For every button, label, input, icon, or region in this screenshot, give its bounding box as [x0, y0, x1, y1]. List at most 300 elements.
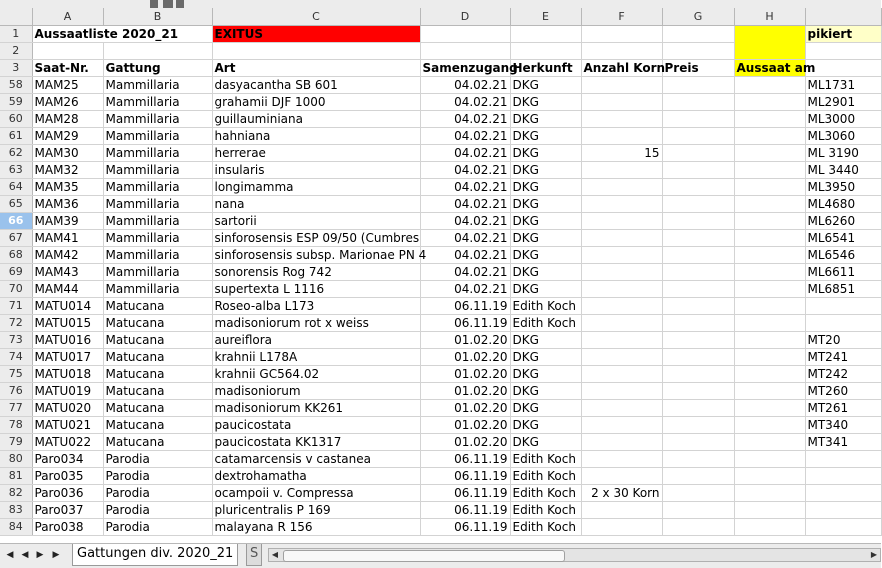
cell-saat-nr[interactable]: MAM36 [32, 196, 103, 213]
cell-herkunft[interactable]: DKG [510, 417, 581, 434]
column-header-e[interactable]: E [510, 8, 581, 26]
cell-samenzugang[interactable]: 04.02.21 [420, 111, 510, 128]
cell-anzahl-korn[interactable] [581, 519, 662, 536]
horizontal-scrollbar[interactable] [268, 548, 881, 562]
cell-pikiert[interactable] [805, 502, 881, 519]
cell-pikiert[interactable]: ML3060 [805, 128, 881, 145]
cell-gattung[interactable]: Mammillaria [103, 111, 212, 128]
row-header[interactable]: 78 [0, 417, 32, 434]
cell-gattung[interactable]: Matucana [103, 332, 212, 349]
row-header[interactable]: 82 [0, 485, 32, 502]
cell-saat-nr[interactable]: MAM30 [32, 145, 103, 162]
cell-saat-nr[interactable]: MAM43 [32, 264, 103, 281]
cell-anzahl-korn[interactable] [581, 332, 662, 349]
cell-saat-nr[interactable]: MAM32 [32, 162, 103, 179]
cell-art[interactable]: nana [212, 196, 420, 213]
row-header[interactable]: 83 [0, 502, 32, 519]
cell-gattung[interactable]: Mammillaria [103, 264, 212, 281]
cell-pikiert[interactable]: MT340 [805, 417, 881, 434]
row-header[interactable]: 73 [0, 332, 32, 349]
cell-aussaat-am[interactable] [734, 485, 805, 502]
column-header-i[interactable] [805, 8, 881, 26]
cell-aussaat-am[interactable] [734, 502, 805, 519]
row-header[interactable]: 76 [0, 383, 32, 400]
cell-aussaat-am[interactable] [734, 128, 805, 145]
header-cell-herkunft[interactable]: Herkunft [510, 60, 581, 77]
cell-preis[interactable] [662, 332, 734, 349]
cell-anzahl-korn[interactable] [581, 179, 662, 196]
cell-art[interactable]: sinforosensis subsp. Marionae PN 4 [212, 247, 420, 264]
cell-preis[interactable] [662, 298, 734, 315]
cell-samenzugang[interactable]: 01.02.20 [420, 366, 510, 383]
cell-art[interactable]: insularis [212, 162, 420, 179]
cell-anzahl-korn[interactable] [581, 366, 662, 383]
cell-gattung[interactable]: Matucana [103, 366, 212, 383]
cell-anzahl-korn[interactable] [581, 298, 662, 315]
cell-herkunft[interactable]: DKG [510, 145, 581, 162]
cell-aussaat-am[interactable] [734, 179, 805, 196]
cell-gattung[interactable]: Matucana [103, 315, 212, 332]
scroll-right-icon[interactable]: ▶ [870, 550, 878, 559]
cell-art[interactable]: krahnii GC564.02 [212, 366, 420, 383]
cell[interactable] [581, 43, 662, 60]
cell-aussaat-am[interactable] [734, 94, 805, 111]
cell-saat-nr[interactable]: Paro038 [32, 519, 103, 536]
cell-art[interactable]: sonorensis Rog 742 [212, 264, 420, 281]
cell-gattung[interactable]: Mammillaria [103, 145, 212, 162]
column-header-a[interactable]: A [32, 8, 103, 26]
cell-preis[interactable] [662, 485, 734, 502]
cell-art[interactable]: dextrohamatha [212, 468, 420, 485]
next-sheet-button[interactable]: ▶ [36, 550, 44, 560]
cell-anzahl-korn[interactable] [581, 451, 662, 468]
cell-preis[interactable] [662, 162, 734, 179]
cell-art[interactable]: dasyacantha SB 601 [212, 77, 420, 94]
cell-anzahl-korn[interactable] [581, 162, 662, 179]
cell-pikiert[interactable] [805, 315, 881, 332]
cell-art[interactable]: catamarcensis v castanea [212, 451, 420, 468]
cell-art[interactable]: herrerae [212, 145, 420, 162]
row-header[interactable]: 69 [0, 264, 32, 281]
cell-aussaat-am[interactable] [734, 196, 805, 213]
cell-gattung[interactable]: Parodia [103, 451, 212, 468]
cell-herkunft[interactable]: DKG [510, 332, 581, 349]
cell-pikiert[interactable] [805, 468, 881, 485]
cell-anzahl-korn[interactable] [581, 349, 662, 366]
cell-gattung[interactable]: Mammillaria [103, 247, 212, 264]
cell-pikiert[interactable]: MT20 [805, 332, 881, 349]
cell-gattung[interactable]: Mammillaria [103, 179, 212, 196]
header-cell-aussaat-am[interactable]: Aussaat am [734, 60, 805, 77]
cell-saat-nr[interactable]: MAM41 [32, 230, 103, 247]
cell-samenzugang[interactable]: 01.02.20 [420, 332, 510, 349]
cell-anzahl-korn[interactable] [581, 383, 662, 400]
cell-pikiert[interactable]: ML2901 [805, 94, 881, 111]
cell[interactable] [805, 43, 881, 60]
cell-art[interactable]: aureiflora [212, 332, 420, 349]
cell-pikiert[interactable]: MT241 [805, 349, 881, 366]
column-header-f[interactable]: F [581, 8, 662, 26]
cell-aussaat-am[interactable] [734, 315, 805, 332]
row-header[interactable]: 84 [0, 519, 32, 536]
cell-art[interactable]: paucicostata [212, 417, 420, 434]
cell-pikiert[interactable]: ML6611 [805, 264, 881, 281]
cell-art[interactable]: pluricentralis P 169 [212, 502, 420, 519]
cell-herkunft[interactable]: DKG [510, 111, 581, 128]
cell-art[interactable]: ocampoii v. Compressa [212, 485, 420, 502]
cell-art[interactable]: guillauminiana [212, 111, 420, 128]
row-header[interactable]: 75 [0, 366, 32, 383]
cell-aussaat-am[interactable] [734, 264, 805, 281]
cell-aussaat-am[interactable] [734, 145, 805, 162]
cell-anzahl-korn[interactable] [581, 128, 662, 145]
cell-preis[interactable] [662, 94, 734, 111]
header-cell-gattung[interactable]: Gattung [103, 60, 212, 77]
row-header[interactable]: 64 [0, 179, 32, 196]
cell-aussaat-am[interactable] [734, 417, 805, 434]
cell-preis[interactable] [662, 417, 734, 434]
cell-preis[interactable] [662, 519, 734, 536]
cell-preis[interactable] [662, 196, 734, 213]
cell-preis[interactable] [662, 128, 734, 145]
row-header[interactable]: 68 [0, 247, 32, 264]
cell-anzahl-korn[interactable] [581, 111, 662, 128]
cell-preis[interactable] [662, 111, 734, 128]
cell[interactable] [510, 26, 581, 43]
row-header[interactable]: 3 [0, 60, 32, 77]
cell-gattung[interactable]: Matucana [103, 400, 212, 417]
cell-samenzugang[interactable]: 01.02.20 [420, 383, 510, 400]
cell-herkunft[interactable]: Edith Koch [510, 315, 581, 332]
cell-saat-nr[interactable]: MATU021 [32, 417, 103, 434]
cell-pikiert[interactable]: MT260 [805, 383, 881, 400]
cell-gattung[interactable]: Mammillaria [103, 196, 212, 213]
cell-samenzugang[interactable]: 01.02.20 [420, 400, 510, 417]
row-header[interactable]: 67 [0, 230, 32, 247]
cell-saat-nr[interactable]: MAM44 [32, 281, 103, 298]
cell-anzahl-korn[interactable] [581, 196, 662, 213]
cell-gattung[interactable]: Mammillaria [103, 162, 212, 179]
highlight-cell[interactable] [734, 26, 805, 60]
cell-samenzugang[interactable]: 04.02.21 [420, 213, 510, 230]
cell-samenzugang[interactable]: 04.02.21 [420, 247, 510, 264]
cell-herkunft[interactable]: DKG [510, 213, 581, 230]
cell-preis[interactable] [662, 366, 734, 383]
cell-herkunft[interactable]: Edith Koch [510, 485, 581, 502]
cell-saat-nr[interactable]: MATU022 [32, 434, 103, 451]
cell-saat-nr[interactable]: MATU015 [32, 315, 103, 332]
row-header[interactable]: 63 [0, 162, 32, 179]
cell[interactable] [420, 26, 510, 43]
cell-preis[interactable] [662, 383, 734, 400]
cell-samenzugang[interactable]: 04.02.21 [420, 77, 510, 94]
cell-herkunft[interactable]: Edith Koch [510, 298, 581, 315]
cell-anzahl-korn[interactable] [581, 230, 662, 247]
cell-gattung[interactable]: Matucana [103, 349, 212, 366]
cell-anzahl-korn[interactable] [581, 77, 662, 94]
cell[interactable] [805, 60, 881, 77]
cell-aussaat-am[interactable] [734, 366, 805, 383]
cell-herkunft[interactable]: Edith Koch [510, 502, 581, 519]
cell[interactable] [510, 43, 581, 60]
exitus-cell[interactable]: EXITUS [212, 26, 420, 43]
scroll-left-icon[interactable]: ◀ [271, 550, 279, 559]
cell-pikiert[interactable]: MT341 [805, 434, 881, 451]
cell-samenzugang[interactable]: 06.11.19 [420, 502, 510, 519]
cell-aussaat-am[interactable] [734, 519, 805, 536]
cell-preis[interactable] [662, 400, 734, 417]
cell-anzahl-korn[interactable] [581, 247, 662, 264]
cell-aussaat-am[interactable] [734, 77, 805, 94]
cell-anzahl-korn[interactable] [581, 281, 662, 298]
cell-art[interactable]: madisoniorum rot x weiss [212, 315, 420, 332]
column-header-h[interactable]: H [734, 8, 805, 26]
cell-herkunft[interactable]: DKG [510, 77, 581, 94]
cell-art[interactable]: longimamma [212, 179, 420, 196]
cell-preis[interactable] [662, 230, 734, 247]
cell-herkunft[interactable]: DKG [510, 247, 581, 264]
row-header[interactable]: 79 [0, 434, 32, 451]
cell-art[interactable]: malayana R 156 [212, 519, 420, 536]
cell-herkunft[interactable]: DKG [510, 281, 581, 298]
cell-herkunft[interactable]: DKG [510, 434, 581, 451]
cell-aussaat-am[interactable] [734, 383, 805, 400]
cell-aussaat-am[interactable] [734, 162, 805, 179]
cell-pikiert[interactable]: ML6851 [805, 281, 881, 298]
row-header[interactable]: 71 [0, 298, 32, 315]
cell-anzahl-korn[interactable]: 15 [581, 145, 662, 162]
cell-herkunft[interactable]: Edith Koch [510, 519, 581, 536]
cell-gattung[interactable]: Matucana [103, 434, 212, 451]
cell-herkunft[interactable]: DKG [510, 366, 581, 383]
cell-herkunft[interactable]: DKG [510, 349, 581, 366]
cell-art[interactable]: grahamii DJF 1000 [212, 94, 420, 111]
row-header[interactable]: 62 [0, 145, 32, 162]
cell-preis[interactable] [662, 77, 734, 94]
cell[interactable] [32, 43, 103, 60]
cell-anzahl-korn[interactable] [581, 213, 662, 230]
cell-saat-nr[interactable]: MATU020 [32, 400, 103, 417]
cell-gattung[interactable]: Matucana [103, 298, 212, 315]
cell-herkunft[interactable]: DKG [510, 400, 581, 417]
cell-gattung[interactable]: Mammillaria [103, 213, 212, 230]
cell-herkunft[interactable]: DKG [510, 179, 581, 196]
cell-pikiert[interactable]: ML 3440 [805, 162, 881, 179]
cell-anzahl-korn[interactable] [581, 434, 662, 451]
cell-samenzugang[interactable]: 04.02.21 [420, 179, 510, 196]
cell-pikiert[interactable]: ML6260 [805, 213, 881, 230]
cell-samenzugang[interactable]: 06.11.19 [420, 451, 510, 468]
row-header[interactable]: 59 [0, 94, 32, 111]
cell-samenzugang[interactable]: 06.11.19 [420, 468, 510, 485]
cell-gattung[interactable]: Mammillaria [103, 128, 212, 145]
cell[interactable] [662, 26, 734, 43]
cell-saat-nr[interactable]: Paro037 [32, 502, 103, 519]
row-header[interactable]: 77 [0, 400, 32, 417]
cell-saat-nr[interactable]: MATU016 [32, 332, 103, 349]
cell-aussaat-am[interactable] [734, 468, 805, 485]
cell-anzahl-korn[interactable] [581, 502, 662, 519]
cell-gattung[interactable]: Matucana [103, 417, 212, 434]
cell-preis[interactable] [662, 502, 734, 519]
cell-art[interactable]: Roseo-alba L173 [212, 298, 420, 315]
scrollbar-thumb[interactable] [283, 550, 565, 562]
cell-pikiert[interactable]: ML6541 [805, 230, 881, 247]
cell-pikiert[interactable]: ML1731 [805, 77, 881, 94]
cell-pikiert[interactable]: ML 3190 [805, 145, 881, 162]
cell-aussaat-am[interactable] [734, 247, 805, 264]
cell-samenzugang[interactable]: 04.02.21 [420, 264, 510, 281]
cell-aussaat-am[interactable] [734, 332, 805, 349]
cell-gattung[interactable]: Parodia [103, 519, 212, 536]
cell-gattung[interactable]: Parodia [103, 468, 212, 485]
cell-art[interactable]: sartorii [212, 213, 420, 230]
cell-samenzugang[interactable]: 01.02.20 [420, 349, 510, 366]
row-header[interactable]: 60 [0, 111, 32, 128]
cell-aussaat-am[interactable] [734, 281, 805, 298]
cell-herkunft[interactable]: Edith Koch [510, 451, 581, 468]
column-header-b[interactable]: B [103, 8, 212, 26]
cell-saat-nr[interactable]: Paro035 [32, 468, 103, 485]
cell-aussaat-am[interactable] [734, 451, 805, 468]
cell-samenzugang[interactable]: 04.02.21 [420, 128, 510, 145]
cell-preis[interactable] [662, 281, 734, 298]
cell-aussaat-am[interactable] [734, 349, 805, 366]
previous-sheet-button[interactable]: ◀ [21, 550, 29, 560]
cell-preis[interactable] [662, 434, 734, 451]
cell-gattung[interactable]: Mammillaria [103, 77, 212, 94]
cell-anzahl-korn[interactable] [581, 94, 662, 111]
cell[interactable] [420, 43, 510, 60]
cell-samenzugang[interactable]: 04.02.21 [420, 94, 510, 111]
cell-samenzugang[interactable]: 04.02.21 [420, 162, 510, 179]
column-header-c[interactable]: C [212, 8, 420, 26]
cell-samenzugang[interactable]: 06.11.19 [420, 519, 510, 536]
cell-gattung[interactable]: Mammillaria [103, 281, 212, 298]
cell-saat-nr[interactable]: MAM29 [32, 128, 103, 145]
cell-aussaat-am[interactable] [734, 230, 805, 247]
cell[interactable] [212, 43, 420, 60]
cell-aussaat-am[interactable] [734, 213, 805, 230]
cell-art[interactable]: hahniana [212, 128, 420, 145]
cell-aussaat-am[interactable] [734, 400, 805, 417]
column-header-d[interactable]: D [420, 8, 510, 26]
cell-anzahl-korn[interactable] [581, 468, 662, 485]
cell-art[interactable]: sinforosensis ESP 09/50 (Cumbres [212, 230, 420, 247]
row-header[interactable]: 61 [0, 128, 32, 145]
cell-saat-nr[interactable]: MATU014 [32, 298, 103, 315]
cell-pikiert[interactable]: ML3950 [805, 179, 881, 196]
cell-samenzugang[interactable]: 06.11.19 [420, 315, 510, 332]
cell-preis[interactable] [662, 247, 734, 264]
cell-pikiert[interactable]: ML3000 [805, 111, 881, 128]
cell-gattung[interactable]: Parodia [103, 485, 212, 502]
cell-preis[interactable] [662, 264, 734, 281]
cell-pikiert[interactable] [805, 485, 881, 502]
cell-anzahl-korn[interactable] [581, 315, 662, 332]
cell-herkunft[interactable]: DKG [510, 383, 581, 400]
cell-herkunft[interactable]: DKG [510, 162, 581, 179]
header-cell-anzahl-korn[interactable]: Anzahl Korn [581, 60, 662, 77]
row-header[interactable]: 81 [0, 468, 32, 485]
cell-saat-nr[interactable]: MAM39 [32, 213, 103, 230]
last-sheet-button[interactable]: ▶ [52, 550, 60, 560]
spreadsheet-grid[interactable] [0, 8, 882, 536]
cell-art[interactable]: krahnii L178A [212, 349, 420, 366]
cell-preis[interactable] [662, 349, 734, 366]
cell-aussaat-am[interactable] [734, 111, 805, 128]
cell-pikiert[interactable] [805, 451, 881, 468]
cell-herkunft[interactable]: DKG [510, 264, 581, 281]
cell-anzahl-korn[interactable] [581, 417, 662, 434]
cell[interactable] [103, 43, 212, 60]
cell-herkunft[interactable]: Edith Koch [510, 468, 581, 485]
cell-herkunft[interactable]: DKG [510, 230, 581, 247]
cell-saat-nr[interactable]: Paro036 [32, 485, 103, 502]
cell-anzahl-korn[interactable] [581, 264, 662, 281]
cell-samenzugang[interactable]: 01.02.20 [420, 434, 510, 451]
cell-preis[interactable] [662, 145, 734, 162]
row-header[interactable]: 74 [0, 349, 32, 366]
header-cell-samenzugang[interactable]: Samenzugang [420, 60, 510, 77]
row-header[interactable]: 58 [0, 77, 32, 94]
cell-preis[interactable] [662, 213, 734, 230]
cell[interactable] [662, 43, 734, 60]
cell-art[interactable]: supertexta L 1116 [212, 281, 420, 298]
cell-art[interactable]: madisoniorum [212, 383, 420, 400]
cell-samenzugang[interactable]: 04.02.21 [420, 196, 510, 213]
cell-saat-nr[interactable]: MAM35 [32, 179, 103, 196]
cell-pikiert[interactable] [805, 519, 881, 536]
cell-saat-nr[interactable]: MAM26 [32, 94, 103, 111]
cell-aussaat-am[interactable] [734, 434, 805, 451]
cell-preis[interactable] [662, 451, 734, 468]
row-header[interactable]: 70 [0, 281, 32, 298]
cell-aussaat-am[interactable] [734, 298, 805, 315]
row-header[interactable]: 2 [0, 43, 32, 60]
sheet-tab-active[interactable]: Gattungen div. 2020_21 [72, 544, 238, 566]
cell-preis[interactable] [662, 315, 734, 332]
cell-samenzugang[interactable]: 06.11.19 [420, 298, 510, 315]
cell-pikiert[interactable]: MT261 [805, 400, 881, 417]
cell-art[interactable]: paucicostata KK1317 [212, 434, 420, 451]
cell-saat-nr[interactable]: MATU018 [32, 366, 103, 383]
select-all-corner[interactable] [0, 8, 32, 26]
first-sheet-button[interactable]: ◀ [6, 550, 14, 560]
row-header[interactable]: 1 [0, 26, 32, 43]
cell-saat-nr[interactable]: MAM25 [32, 77, 103, 94]
row-header[interactable]: 65 [0, 196, 32, 213]
cell-herkunft[interactable]: DKG [510, 196, 581, 213]
cell-samenzugang[interactable]: 01.02.20 [420, 417, 510, 434]
pikiert-cell[interactable]: pikiert [805, 26, 881, 43]
header-cell-art[interactable]: Art [212, 60, 420, 77]
cell-pikiert[interactable]: ML4680 [805, 196, 881, 213]
header-cell-preis[interactable]: Preis [662, 60, 734, 77]
cell[interactable] [581, 26, 662, 43]
cell-gattung[interactable]: Mammillaria [103, 94, 212, 111]
cell-pikiert[interactable]: MT242 [805, 366, 881, 383]
cell-pikiert[interactable] [805, 298, 881, 315]
header-cell-saat-nr[interactable]: Saat-Nr. [32, 60, 103, 77]
row-header[interactable]: 66 [0, 213, 32, 230]
cell-gattung[interactable]: Parodia [103, 502, 212, 519]
cell-samenzugang[interactable]: 04.02.21 [420, 230, 510, 247]
column-header-g[interactable]: G [662, 8, 734, 26]
cell-gattung[interactable]: Mammillaria [103, 230, 212, 247]
cell-saat-nr[interactable]: MAM28 [32, 111, 103, 128]
cell-gattung[interactable]: Matucana [103, 383, 212, 400]
